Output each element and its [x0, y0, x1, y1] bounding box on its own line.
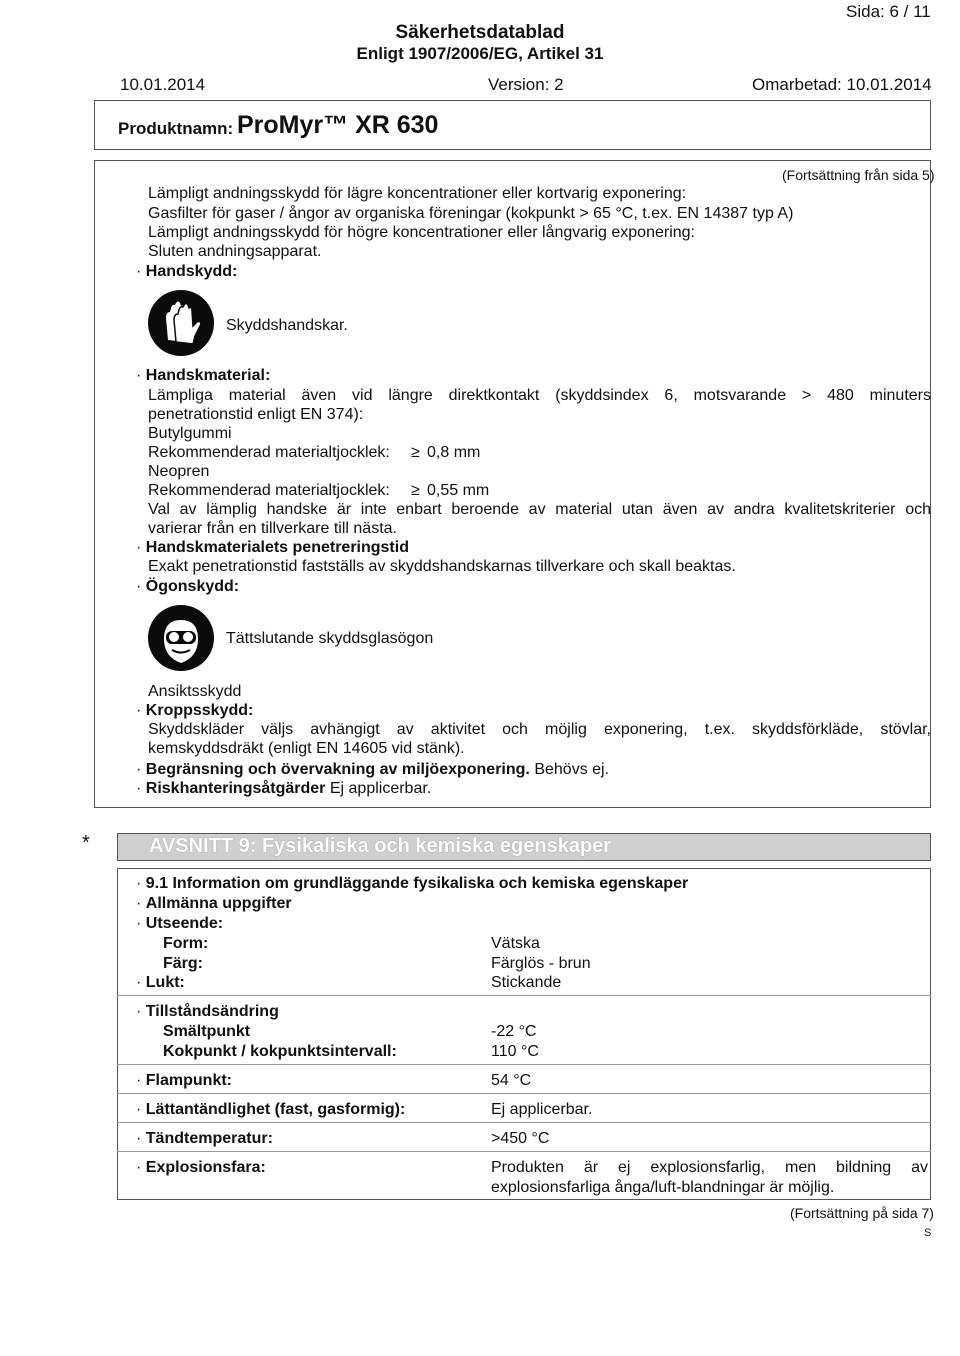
gloves-icon [148, 290, 214, 356]
divider [117, 1093, 931, 1094]
gloves-caption: Skyddshandskar. [226, 317, 348, 334]
version-label: Version: 2 [488, 75, 564, 94]
color-label: Färg: [163, 955, 203, 972]
explosion-line-2: explosionsfarliga ånga/luft-blandningar är möjlig. [491, 1179, 835, 1196]
glove-material-line-2: penetrationstid enligt EN 374): [148, 406, 364, 423]
divider [117, 1151, 931, 1152]
melting-label: Smältpunkt [163, 1023, 251, 1040]
regulation-line: Enligt 1907/2006/EG, Artikel 31 [356, 44, 604, 63]
thickness-symbol-1: ≥ [411, 444, 420, 461]
flammability-value: Ej applicerbar. [491, 1101, 593, 1118]
section9-title: AVSNITT 9: Fysikaliska och kemiska egenskaper [149, 835, 612, 857]
risk-management-value: Ej applicerbar. [329, 780, 432, 797]
divider [117, 1064, 931, 1065]
material-neoprene: Neopren [148, 463, 210, 480]
body-protection-line-2: kemskyddsdräkt (enligt EN 14605 vid stänk). [148, 740, 465, 757]
glove-note-line-2: varierar från en tillverkare till nästa. [148, 520, 397, 537]
appearance-heading: · Utseende: [136, 914, 223, 933]
env-exposure-value: Behövs ej. [534, 761, 610, 778]
thickness-label-2: Rekommenderad materialtjocklek: [148, 482, 390, 499]
thickness-value-1: 0,8 mm [427, 444, 481, 461]
glove-material-heading: · Handskmaterial: [136, 366, 270, 385]
state-change-heading: · Tillståndsändring [136, 1002, 279, 1021]
boiling-label: Kokpunkt / kokpunktsintervall: [163, 1043, 397, 1060]
product-name: ProMyr™ XR 630 [237, 111, 439, 139]
product-label: Produktnamn: [118, 119, 234, 138]
penetration-text: Exakt penetrationstid fastställs av skyddshandskarnas tillverkare och skall beaktas. [148, 558, 736, 575]
footer-mark: S [924, 1227, 932, 1239]
eye-protection-heading: · Ögonskydd: [136, 577, 239, 596]
issue-date: 10.01.2014 [120, 75, 206, 94]
env-exposure-heading: Begränsning och övervakning av miljöexponering. [145, 761, 530, 778]
thickness-value-2: 0,55 mm [427, 482, 490, 499]
body-protection-line-1: Skyddskläder väljs avhängigt av aktivitet och möjlig exponering, t.ex. skyddsförkläde, stövlar, [148, 721, 931, 738]
body-protection-heading: · Kroppsskydd: [136, 701, 253, 720]
form-label: Form: [163, 935, 209, 952]
explosion-line-1: Produkten är ej explosionsfarlig, men bildning av [491, 1159, 928, 1176]
respiratory-line-3: Lämpligt andningsskydd för högre koncentrationer eller långvarig exponering: [148, 224, 695, 241]
env-exposure-row [136, 760, 609, 779]
change-marker: * [82, 832, 90, 854]
page-number: Sida: 6 / 11 [846, 2, 931, 21]
hand-protection-heading: · Handskydd: [136, 262, 237, 281]
divider [117, 995, 931, 996]
flash-point-label: · Flampunkt: [136, 1071, 232, 1090]
continued-from: (Fortsättning från sida 5) [782, 167, 935, 183]
melting-value: -22 °C [491, 1023, 537, 1040]
risk-management-heading: Riskhanteringsåtgärder [145, 780, 326, 797]
flash-point-value: 54 °C [491, 1072, 532, 1089]
glove-note-line-1: Val av lämplig handske är inte enbart beroende av material utan även av andra kvalitetskriterier och [148, 501, 931, 518]
respiratory-line-4: Sluten andningsapparat. [148, 243, 322, 260]
odor-label: · Lukt: [136, 973, 185, 992]
form-value: Vätska [491, 935, 540, 952]
respiratory-line-1: Lämpligt andningsskydd för lägre koncentrationer eller kortvarig exponering: [148, 185, 687, 202]
divider [117, 1122, 931, 1123]
face-shield: Ansiktsskydd [148, 683, 242, 700]
continued-on: (Fortsättning på sida 7) [790, 1205, 934, 1221]
goggles-caption: Tättslutande skyddsglasögon [226, 630, 434, 647]
ignition-label: · Tändtemperatur: [136, 1129, 273, 1148]
header-frame [94, 100, 931, 150]
respiratory-line-2: Gasfilter för gaser / ångor av organiska föreningar (kokpunkt > 65 °C, t.ex. EN 14387 typ A) [148, 205, 794, 222]
revision-date: Omarbetad: 10.01.2014 [752, 75, 932, 94]
glove-material-line-1: Lämpliga material även vid längre direktkontakt (skyddsindex 6, motsvarande > 480 minuters [148, 387, 931, 404]
general-heading: · Allmänna uppgifter [136, 894, 292, 913]
flammability-label: · Lättantändlighet (fast, gasformig): [136, 1100, 405, 1119]
material-butyl: Butylgummi [148, 425, 232, 442]
document-title: Säkerhetsdatablad [395, 22, 565, 43]
info-heading: · 9.1 Information om grundläggande fysikaliska och kemiska egenskaper [136, 874, 688, 893]
penetration-heading: · Handskmaterialets penetreringstid [136, 538, 409, 557]
odor-value: Stickande [491, 974, 562, 991]
risk-management-row [136, 779, 431, 798]
goggles-icon [148, 605, 214, 671]
boiling-value: 110 °C [491, 1043, 539, 1060]
color-value: Färglös - brun [491, 955, 591, 972]
explosion-label: · Explosionsfara: [136, 1158, 266, 1177]
ignition-value: >450 °C [491, 1130, 550, 1147]
thickness-symbol-2: ≥ [411, 482, 420, 499]
thickness-label-1: Rekommenderad materialtjocklek: [148, 444, 390, 461]
